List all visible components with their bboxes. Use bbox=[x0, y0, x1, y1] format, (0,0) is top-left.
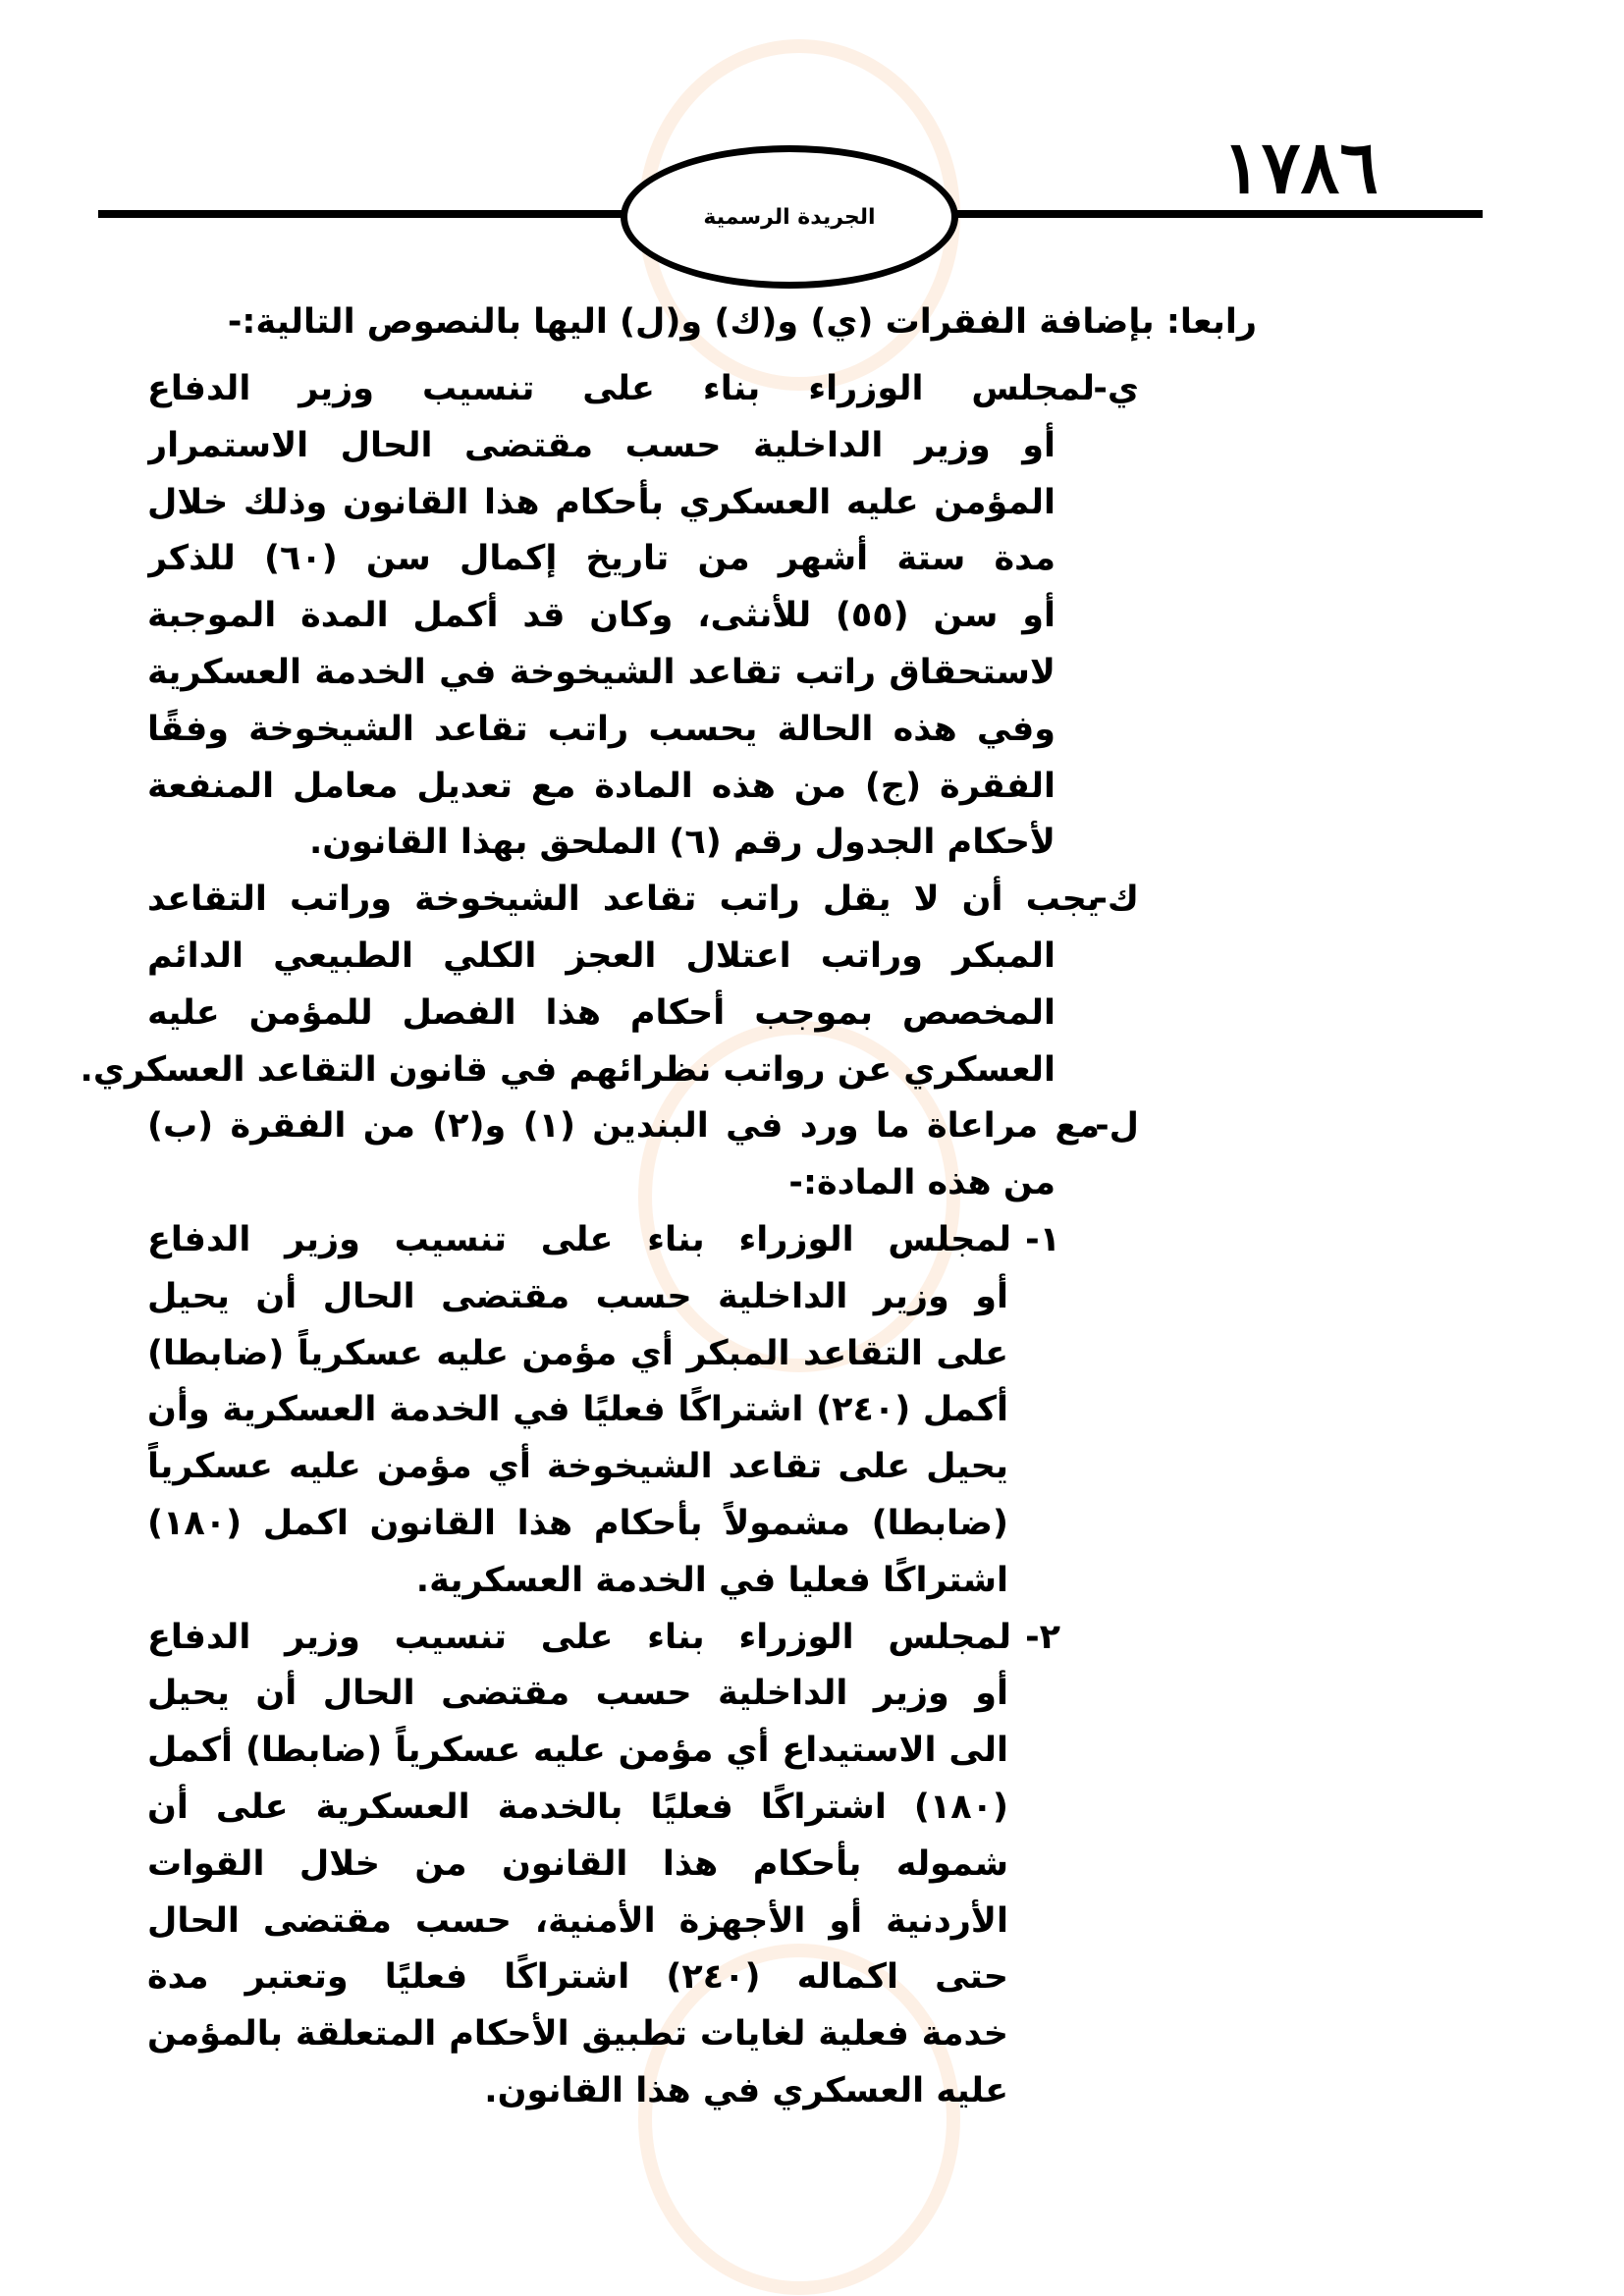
text-line: لمجلس الوزراء بناء على تنسيب وزير الدفاع bbox=[147, 369, 1095, 408]
text-line: على التقاعد المبكر أي مؤمن عليه عسكرياً (ضابطا) bbox=[147, 1333, 1008, 1373]
text-line: لمجلس الوزراء بناء على تنسيب وزير الدفاع bbox=[147, 1617, 1011, 1657]
text-line: مدة ستة أشهر من تاريخ إكمال سن (٦٠) للذكر bbox=[147, 539, 1056, 579]
text-line: لاستحقاق راتب تقاعد الشيخوخة في الخدمة العسكرية bbox=[147, 653, 1056, 692]
gazette-title-oval bbox=[621, 145, 958, 289]
text-line: الى الاستيداع أي مؤمن عليه عسكرياً (ضابطا) أكمل bbox=[147, 1731, 1008, 1771]
text-line: أو وزير الداخلية حسب مقتضى الحال أن يحيل bbox=[147, 1276, 1008, 1316]
text-line: شموله بأحكام هذا القانون من خلال القوات bbox=[147, 1843, 1008, 1884]
text-line: المخصص بموجب أحكام هذا الفصل للمؤمن عليه bbox=[147, 992, 1056, 1033]
text-line: العسكري عن رواتب نظرائهم في قانون التقاعد العسكري. bbox=[80, 1049, 1056, 1090]
text-line: (١٨٠) اشتراكًا فعليًا بالخدمة العسكرية على أن bbox=[147, 1788, 1008, 1827]
text-line: وفي هذه الحالة يحسب راتب تقاعد الشيخوخة وفقًا bbox=[147, 709, 1056, 749]
text-line: لأحكام الجدول رقم (٦) الملحق بهذا القانون. bbox=[309, 823, 1056, 863]
paragraph-marker: ٢- bbox=[1025, 1617, 1060, 1657]
paragraph-marker: ي- bbox=[1093, 369, 1139, 408]
text-line: خدمة فعلية لغايات تطبيق الأحكام المتعلقة بالمؤمن bbox=[147, 2014, 1008, 2055]
text-line: الفقرة (ج) من هذه المادة مع تعديل معامل المنفعة bbox=[147, 766, 1056, 806]
paragraph-marker: ١- bbox=[1025, 1220, 1060, 1259]
text-line: حتى اكماله (٢٤٠) اشتراكًا فعليًا وتعتبر مدة bbox=[147, 1957, 1008, 1998]
text-line: الأردنية أو الأجهزة الأمنية، حسب مقتضى الحال bbox=[147, 1900, 1008, 1941]
intro-line: رابعا: بإضافة الفقرات (ي) و(ك) و(ل) اليها بالنصوص التالية:- bbox=[227, 302, 1257, 342]
text-line: أكمل (٢٤٠) اشتراكًا فعليًا في الخدمة العسكرية وأن bbox=[147, 1390, 1008, 1430]
paragraph-marker: ك- bbox=[1093, 880, 1139, 920]
text-line: يجب أن لا يقل راتب تقاعد الشيخوخة وراتب التقاعد bbox=[147, 880, 1100, 920]
text-line: أو وزير الداخلية حسب مقتضى الحال الاستمرار bbox=[147, 425, 1056, 465]
text-line: من هذه المادة:- bbox=[788, 1163, 1056, 1203]
text-line: مع مراعاة ما ورد في البندين (١) و(٢) من الفقرة (ب) bbox=[147, 1106, 1100, 1147]
text-line: لمجلس الوزراء بناء على تنسيب وزير الدفاع bbox=[147, 1220, 1011, 1259]
text-line: أو سن (٥٥) للأنثى، وكان قد أكمل المدة الموجبة bbox=[147, 596, 1056, 636]
paragraph-marker: ل- bbox=[1095, 1106, 1139, 1147]
text-line: المبكر وراتب اعتلال العجز الكلي الطبيعي الدائم bbox=[147, 936, 1056, 976]
text-line: عليه العسكري في هذا القانون. bbox=[484, 2071, 1008, 2110]
page-number: ١٧٨٦ bbox=[1222, 126, 1379, 210]
text-line: اشتراكًا فعليا في الخدمة العسكرية. bbox=[415, 1560, 1008, 1600]
text-line: أو وزير الداخلية حسب مقتضى الحال أن يحيل bbox=[147, 1674, 1008, 1714]
text-line: المؤمن عليه العسكري بأحكام هذا القانون وذلك خلال bbox=[147, 482, 1056, 522]
gazette-title: الجريدة الرسمية bbox=[703, 204, 876, 230]
text-line: يحيل على تقاعد الشيخوخة أي مؤمن عليه عسكرياً bbox=[147, 1447, 1008, 1487]
text-line: (ضابطا) مشمولاً بأحكام هذا القانون اكمل (١٨٠) bbox=[147, 1504, 1008, 1543]
